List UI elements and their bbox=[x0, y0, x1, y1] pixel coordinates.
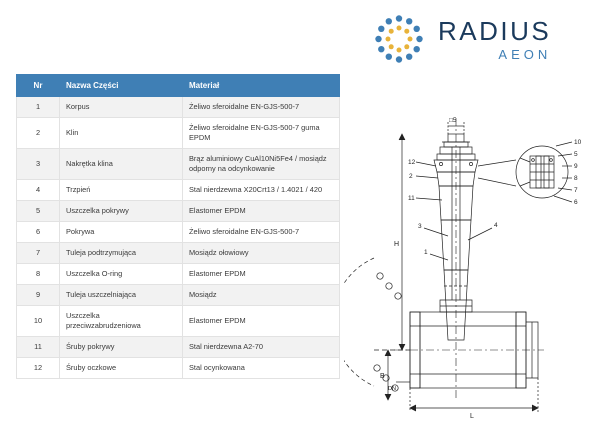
header-nr: Nr bbox=[17, 75, 60, 97]
table-row bbox=[17, 336, 340, 357]
cell-nr: 8 bbox=[17, 263, 60, 284]
cell-name: Pokrywa bbox=[60, 221, 183, 242]
header-material: Materiał bbox=[183, 75, 340, 97]
cell-name: Klin bbox=[60, 117, 183, 148]
cell-material: Elastomer EPDM bbox=[183, 305, 340, 336]
table-row bbox=[17, 242, 340, 263]
svg-text:2: 2 bbox=[409, 173, 413, 180]
cell-nr: 1 bbox=[17, 97, 60, 118]
svg-text:B: B bbox=[380, 373, 385, 380]
table-row bbox=[17, 117, 340, 148]
cell-nr: 6 bbox=[17, 221, 60, 242]
table-header-row bbox=[17, 75, 340, 97]
cell-material: Elastomer EPDM bbox=[183, 200, 340, 221]
svg-text:6: 6 bbox=[574, 199, 578, 206]
cell-material: Żeliwo sferoidalne EN-GJS-500-7 guma EPDM bbox=[183, 117, 340, 148]
table-row bbox=[17, 263, 340, 284]
parts-table bbox=[16, 74, 340, 379]
logo-title: RADIUS bbox=[438, 15, 552, 46]
header-name: Nazwa Części bbox=[60, 75, 183, 97]
cell-material: Elastomer EPDM bbox=[183, 263, 340, 284]
svg-text:DN: DN bbox=[388, 386, 396, 392]
cell-name: Uszczelka O-ring bbox=[60, 263, 183, 284]
cell-nr: 9 bbox=[17, 284, 60, 305]
svg-text:7: 7 bbox=[574, 187, 578, 194]
cell-material: Brąz aluminiowy CuAl10Ni5Fe4 / mosiądz odporny na odcynkowanie bbox=[183, 148, 340, 179]
table-row bbox=[17, 284, 340, 305]
svg-text:9: 9 bbox=[574, 163, 578, 170]
cell-name: Śruby pokrywy bbox=[60, 336, 183, 357]
cell-name: Uszczelka przeciwzabrudzeniowa bbox=[60, 305, 183, 336]
cell-name: Nakrętka klina bbox=[60, 148, 183, 179]
cell-name: Trzpień bbox=[60, 179, 183, 200]
svg-text:8: 8 bbox=[574, 175, 578, 182]
svg-text:3: 3 bbox=[418, 223, 422, 230]
cell-nr: 12 bbox=[17, 357, 60, 378]
cell-nr: 7 bbox=[17, 242, 60, 263]
svg-text:L: L bbox=[470, 413, 474, 420]
cell-name: Śruby oczkowe bbox=[60, 357, 183, 378]
cell-material: Stal nierdzewna X20Crt13 / 1.4021 / 420 bbox=[183, 179, 340, 200]
cell-material: Żeliwo sferoidalne EN-GJS-500-7 bbox=[183, 97, 340, 118]
gate-valve-technical-drawing bbox=[344, 100, 592, 420]
radius-dots-circle-icon bbox=[372, 12, 426, 66]
svg-text:10: 10 bbox=[574, 139, 582, 146]
table-row bbox=[17, 179, 340, 200]
cell-material: Mosiądz bbox=[183, 284, 340, 305]
cell-material: Żeliwo sferoidalne EN-GJS-500-7 bbox=[183, 221, 340, 242]
cell-nr: 2 bbox=[17, 117, 60, 148]
cell-material: Mosiądz ołowiowy bbox=[183, 242, 340, 263]
brand-logo bbox=[372, 10, 582, 68]
table-row bbox=[17, 200, 340, 221]
logo-subtitle: AEON bbox=[498, 46, 552, 62]
table-row bbox=[17, 357, 340, 378]
cell-material: Stal ocynkowana bbox=[183, 357, 340, 378]
svg-text:11: 11 bbox=[408, 195, 415, 202]
cell-nr: 3 bbox=[17, 148, 60, 179]
cell-name: Uszczelka pokrywy bbox=[60, 200, 183, 221]
svg-text:5: 5 bbox=[574, 151, 578, 158]
cell-name: Korpus bbox=[60, 97, 183, 118]
svg-text:1: 1 bbox=[424, 249, 428, 256]
cell-material: Stal nierdzewna A2-70 bbox=[183, 336, 340, 357]
dimension-top: □5 bbox=[449, 117, 457, 124]
cell-nr: 5 bbox=[17, 200, 60, 221]
table-row bbox=[17, 148, 340, 179]
cell-nr: 4 bbox=[17, 179, 60, 200]
cell-nr: 11 bbox=[17, 336, 60, 357]
svg-text:12: 12 bbox=[408, 159, 416, 166]
table-row bbox=[17, 305, 340, 336]
svg-text:H: H bbox=[394, 241, 400, 248]
table-row bbox=[17, 97, 340, 118]
svg-text:4: 4 bbox=[494, 222, 498, 229]
cell-name: Tuleja podtrzymująca bbox=[60, 242, 183, 263]
cell-nr: 10 bbox=[17, 305, 60, 336]
cell-name: Tuleja uszczelniająca bbox=[60, 284, 183, 305]
table-row bbox=[17, 221, 340, 242]
